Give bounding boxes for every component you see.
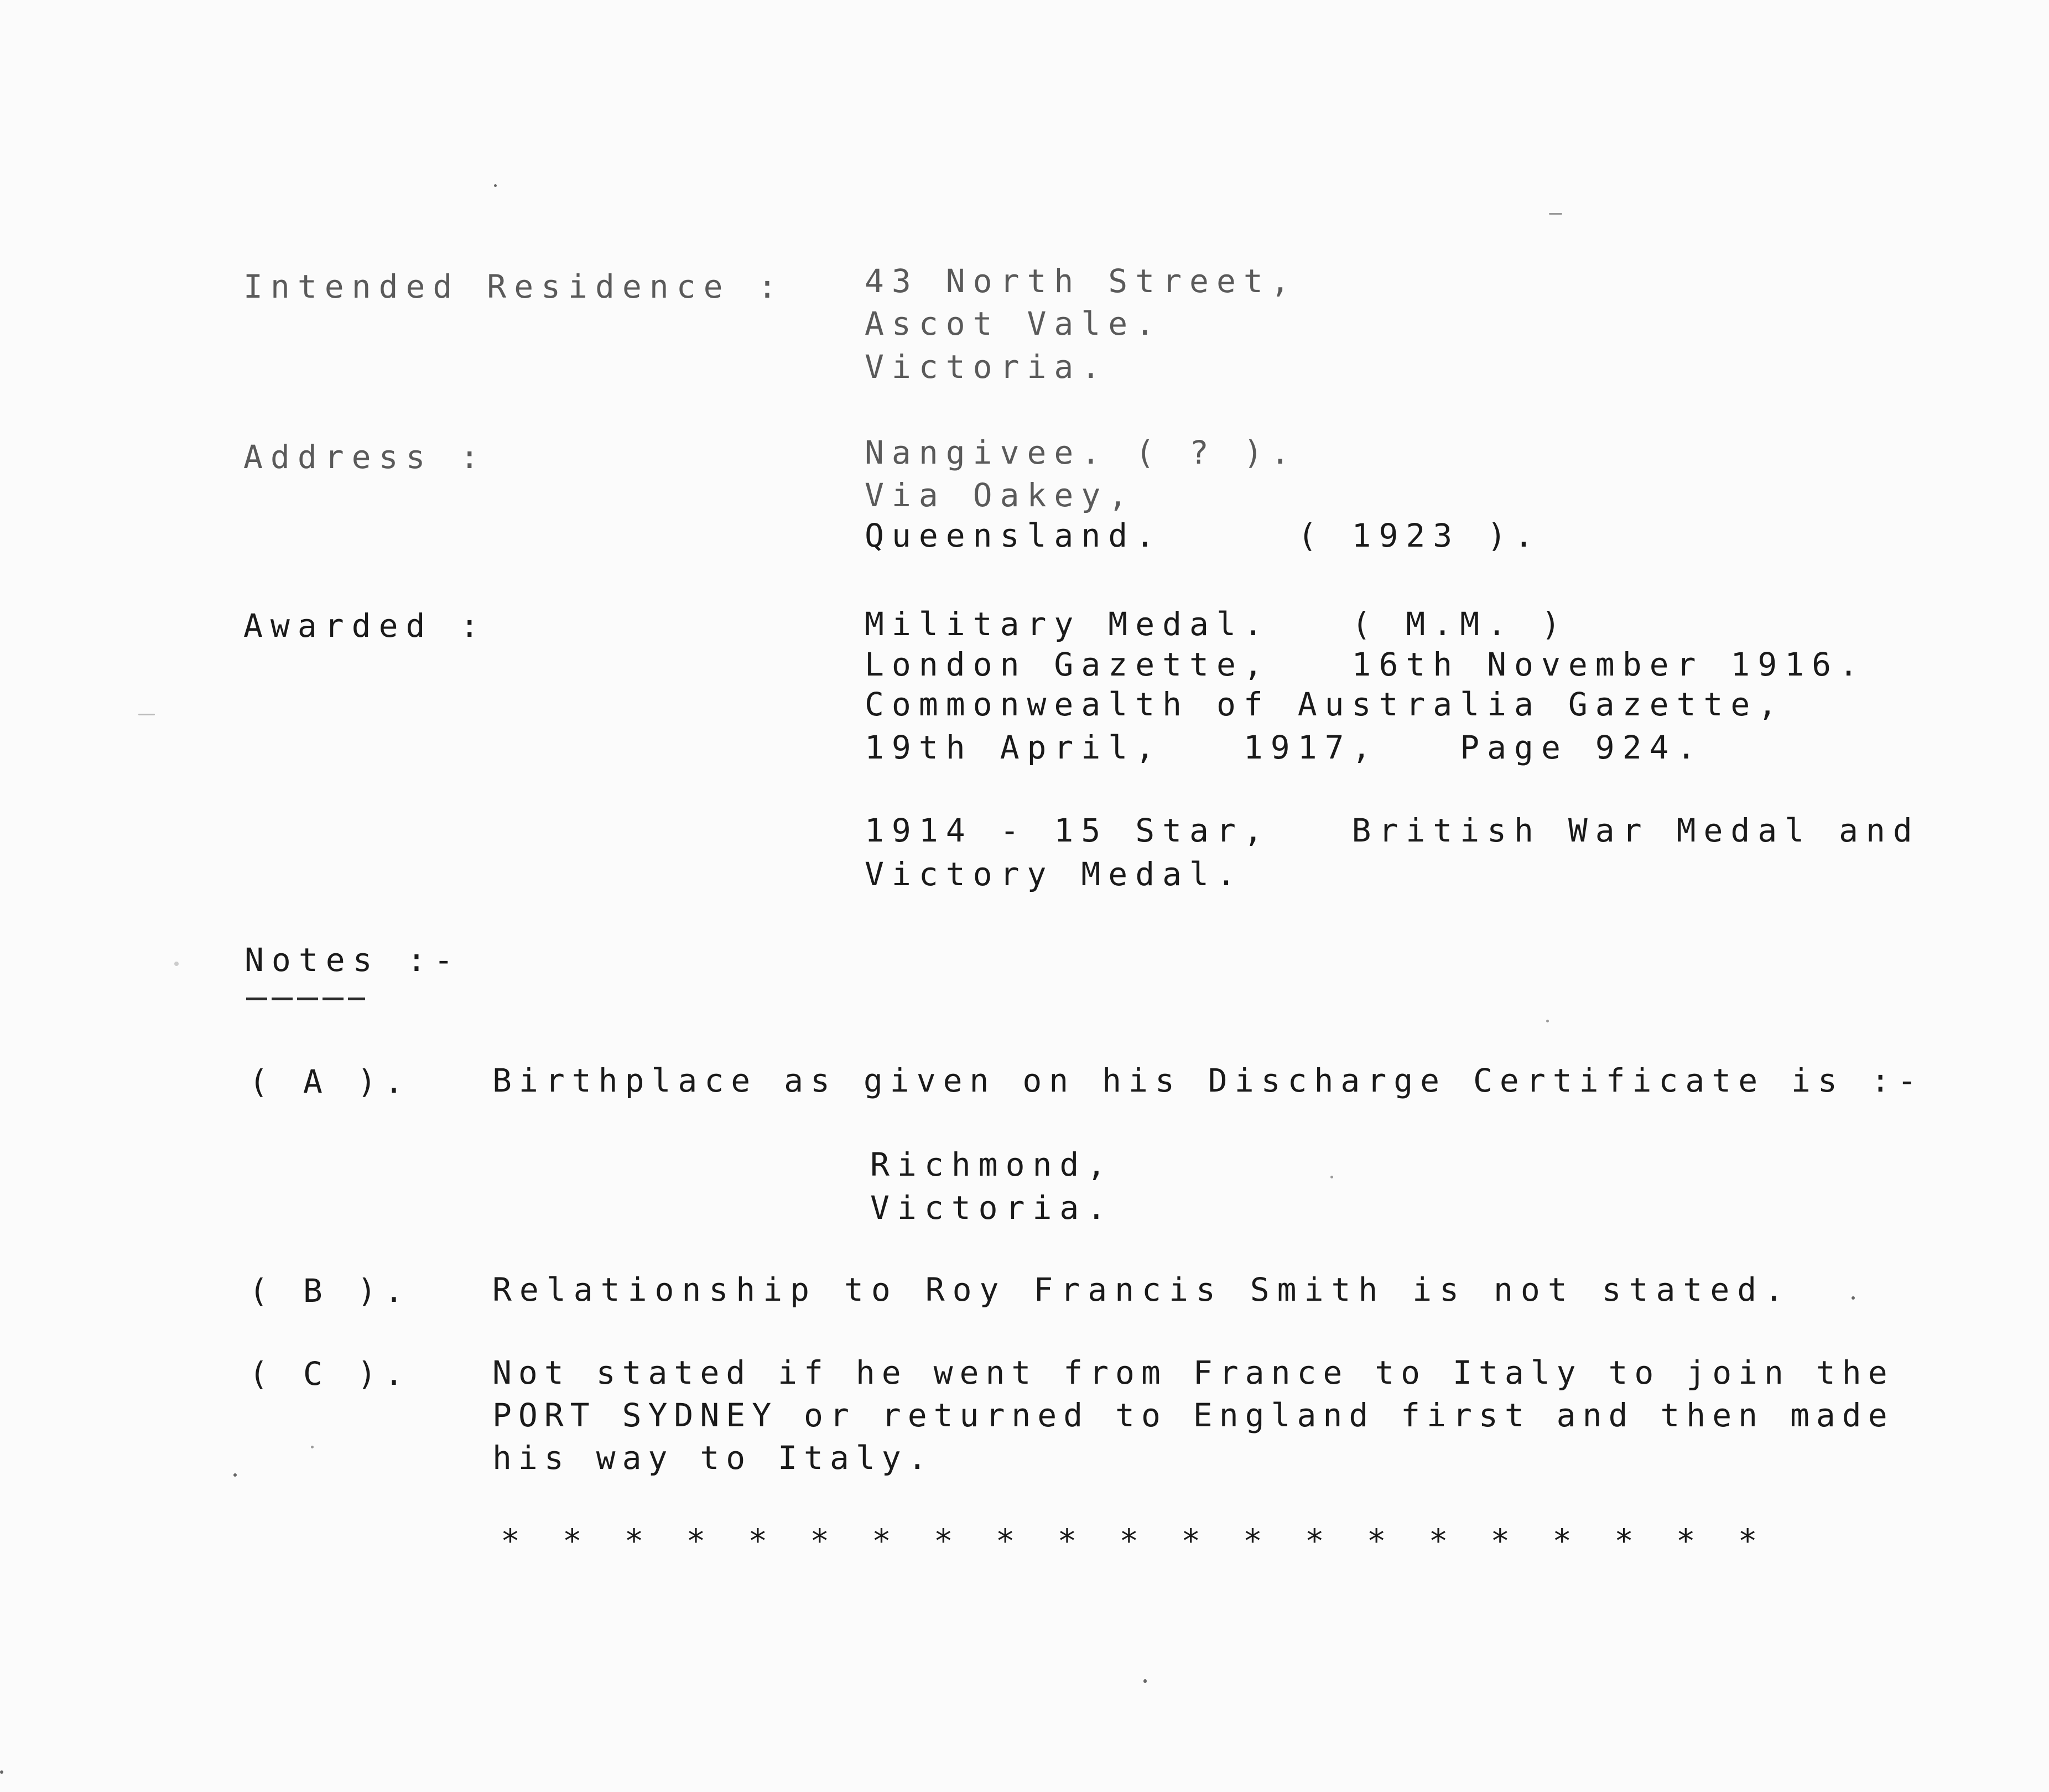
medals-line-1: 1914 - 15 Star, British War Medal and <box>865 812 1920 849</box>
scan-speck <box>1546 1020 1549 1022</box>
intended-residence-line-3: Victoria. <box>865 348 1109 386</box>
note-a-sub-line-1: Richmond, <box>870 1146 1114 1183</box>
scan-speck <box>0 1770 3 1774</box>
notes-heading-underline <box>246 998 365 1000</box>
address-line-1: Nangivee. ( ? ). <box>865 434 1298 471</box>
note-a-sub-line-2: Victoria. <box>870 1189 1114 1227</box>
intended-residence-line-1: 43 North Street, <box>865 262 1298 300</box>
scan-speck <box>174 962 179 966</box>
scan-speck <box>1549 213 1562 215</box>
awarded-line-2: London Gazette, 16th November 1916. <box>865 646 1866 683</box>
separator-stars: * * * * * * * * * * * * * * * * * * * * * <box>501 1522 1757 1560</box>
awarded-line-3: Commonwealth of Australia Gazette, <box>865 685 1785 723</box>
scan-speck <box>1852 1296 1855 1300</box>
notes-heading: Notes :- <box>245 941 461 979</box>
intended-residence-line-2: Ascot Vale. <box>865 305 1163 342</box>
medals-line-2: Victory Medal. <box>865 855 1244 893</box>
note-a-text: Birthplace as given on his Discharge Certificate is :- <box>492 1062 1924 1099</box>
note-c-marker: ( C ). <box>249 1355 412 1393</box>
note-b-text: Relationship to Roy Francis Smith is not stated. <box>492 1271 1792 1308</box>
scan-speck <box>1143 1679 1147 1683</box>
scan-speck <box>138 714 155 715</box>
scan-speck <box>1330 1176 1333 1178</box>
awarded-label: Awarded : <box>243 607 487 645</box>
address-line-3: Queensland. ( 1923 ). <box>865 517 1541 554</box>
note-c-line-3: his way to Italy. <box>492 1439 934 1477</box>
note-c-line-1: Not stated if he went from France to Italy to join the <box>492 1354 1894 1391</box>
address-line-2: Via Oakey, <box>865 476 1136 514</box>
awarded-line-1: Military Medal. ( M.M. ) <box>865 605 1568 643</box>
scan-speck <box>494 184 497 187</box>
awarded-line-4: 19th April, 1917, Page 924. <box>865 729 1704 766</box>
scan-speck <box>233 1473 237 1477</box>
note-a-marker: ( A ). <box>249 1063 412 1100</box>
scan-speck <box>311 1446 314 1448</box>
note-b-marker: ( B ). <box>249 1272 412 1310</box>
note-c-line-2: PORT SYDNEY or returned to England first and then made <box>492 1396 1894 1434</box>
intended-residence-label: Intended Residence : <box>243 268 785 305</box>
address-label: Address : <box>243 438 487 476</box>
